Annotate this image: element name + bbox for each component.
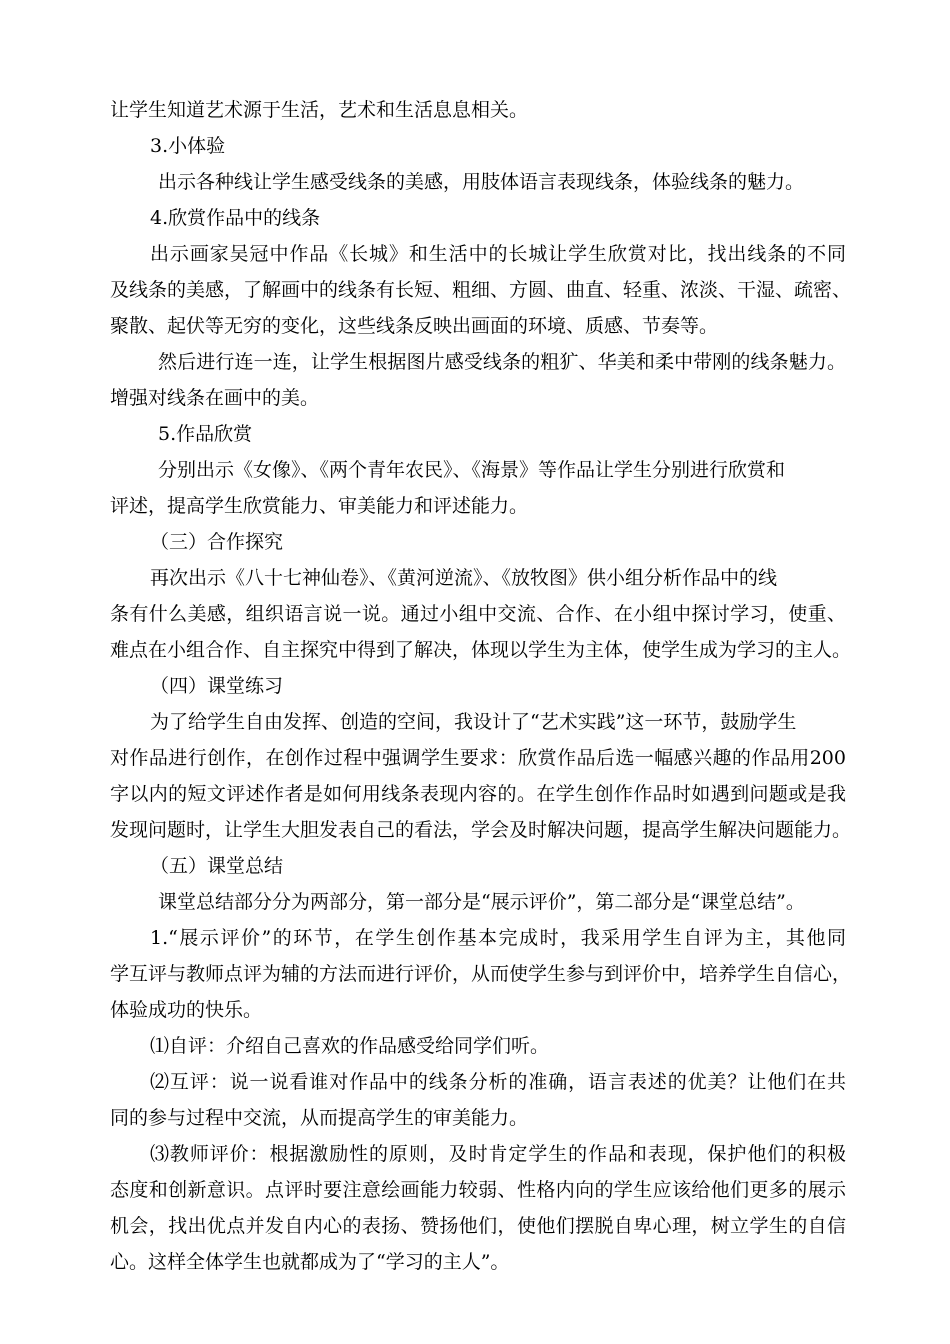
- paragraph-line: 学互评与教师点评为辅的方法而进行评价，从而使学生参与到评价中，培养学生自信心，: [110, 963, 852, 985]
- list-item: ⑴自评：介绍自己喜欢的作品感受给同学们听。: [150, 1035, 550, 1057]
- paragraph-line: 1.“展示评价”的环节，在学生创作基本完成时，我采用学生自评为主，其他同: [150, 927, 846, 949]
- paragraph-line: 字以内的短文评述作者是如何用线条表现内容的。在学生创作作品时如遇到问题或是我: [110, 783, 846, 805]
- paragraph-line: 为了给学生自由发挥、创造的空间，我设计了“艺术实践”这一环节，鼓励学生: [150, 711, 797, 733]
- paragraph-line: 心。这样全体学生也就都成为了“学习的主人”。: [110, 1251, 510, 1273]
- paragraph-line: 及线条的美感，了解画中的线条有长短、粗细、方圆、曲直、轻重、浓淡、干湿、疏密、: [110, 279, 852, 301]
- paragraph-line: 然后进行连一连，让学生根据图片感受线条的粗犷、华美和柔中带刚的线条魅力。: [158, 351, 846, 373]
- paragraph-line: 体验成功的快乐。: [110, 999, 263, 1021]
- paragraph-line: 再次出示《八十七神仙卷》、《黄河逆流》、《放牧图》供小组分析作品中的线: [150, 567, 778, 589]
- paragraph-line: 机会，找出优点并发自内心的表扬、赞扬他们，使他们摆脱自卑心理，树立学生的自信: [110, 1215, 846, 1237]
- section-heading: 3.小体验: [150, 135, 226, 157]
- paragraph-line: 评述，提高学生欣赏能力、审美能力和评述能力。: [110, 495, 529, 517]
- section-heading: （五）课堂总结: [150, 855, 284, 877]
- section-heading: （四）课堂练习: [150, 675, 284, 697]
- paragraph-line: 增强对线条在画中的美。: [110, 387, 320, 409]
- paragraph-line: 发现问题时，让学生大胆发表自己的看法，学会及时解决问题，提高学生解决问题能力。: [110, 819, 852, 841]
- section-heading: 5.作品欣赏: [158, 423, 253, 445]
- section-heading: （三）合作探究: [150, 531, 284, 553]
- paragraph-line: 难点在小组合作、自主探究中得到了解决，体现以学生为主体，使学生成为学习的主人。: [110, 639, 852, 661]
- paragraph-line: 态度和创新意识。点评时要注意绘画能力较弱、性格内向的学生应该给他们更多的展示: [110, 1179, 846, 1201]
- paragraph-line: 对作品进行创作，在创作过程中强调学生要求：欣赏作品后选一幅感兴趣的作品用200: [110, 747, 846, 769]
- list-item: ⑶教师评价：根据激励性的原则，及时肯定学生的作品和表现，保护他们的积极: [150, 1143, 846, 1165]
- paragraph-line: 同的参与过程中交流，从而提高学生的审美能力。: [110, 1107, 529, 1129]
- paragraph-line: 出示画家吴冠中作品《长城》和生活中的长城让学生欣赏对比，找出线条的不同: [150, 243, 846, 265]
- paragraph-line: 课堂总结部分分为两部分，第一部分是“展示评价”，第二部分是“课堂总结”。: [158, 891, 805, 913]
- paragraph-line: 让学生知道艺术源于生活，艺术和生活息息相关。: [110, 99, 529, 121]
- paragraph-line: 聚散、起伏等无穷的变化，这些线条反映出画面的环境、质感、节奏等。: [110, 315, 719, 337]
- section-heading: 4.欣赏作品中的线条: [150, 207, 321, 229]
- paragraph-line: 分别出示《女像》、《两个青年农民》、《海景》等作品让学生分别进行欣赏和: [158, 459, 786, 481]
- paragraph-line: 条有什么美感，组织语言说一说。通过小组中交流、合作、在小组中探讨学习，使重、: [110, 603, 846, 625]
- paragraph-line: 出示各种线让学生感受线条的美感，用肢体语言表现线条，体验线条的魅力。: [158, 171, 805, 193]
- list-item: ⑵互评：说一说看谁对作品中的线条分析的准确，语言表述的优美？让他们在共: [150, 1071, 846, 1093]
